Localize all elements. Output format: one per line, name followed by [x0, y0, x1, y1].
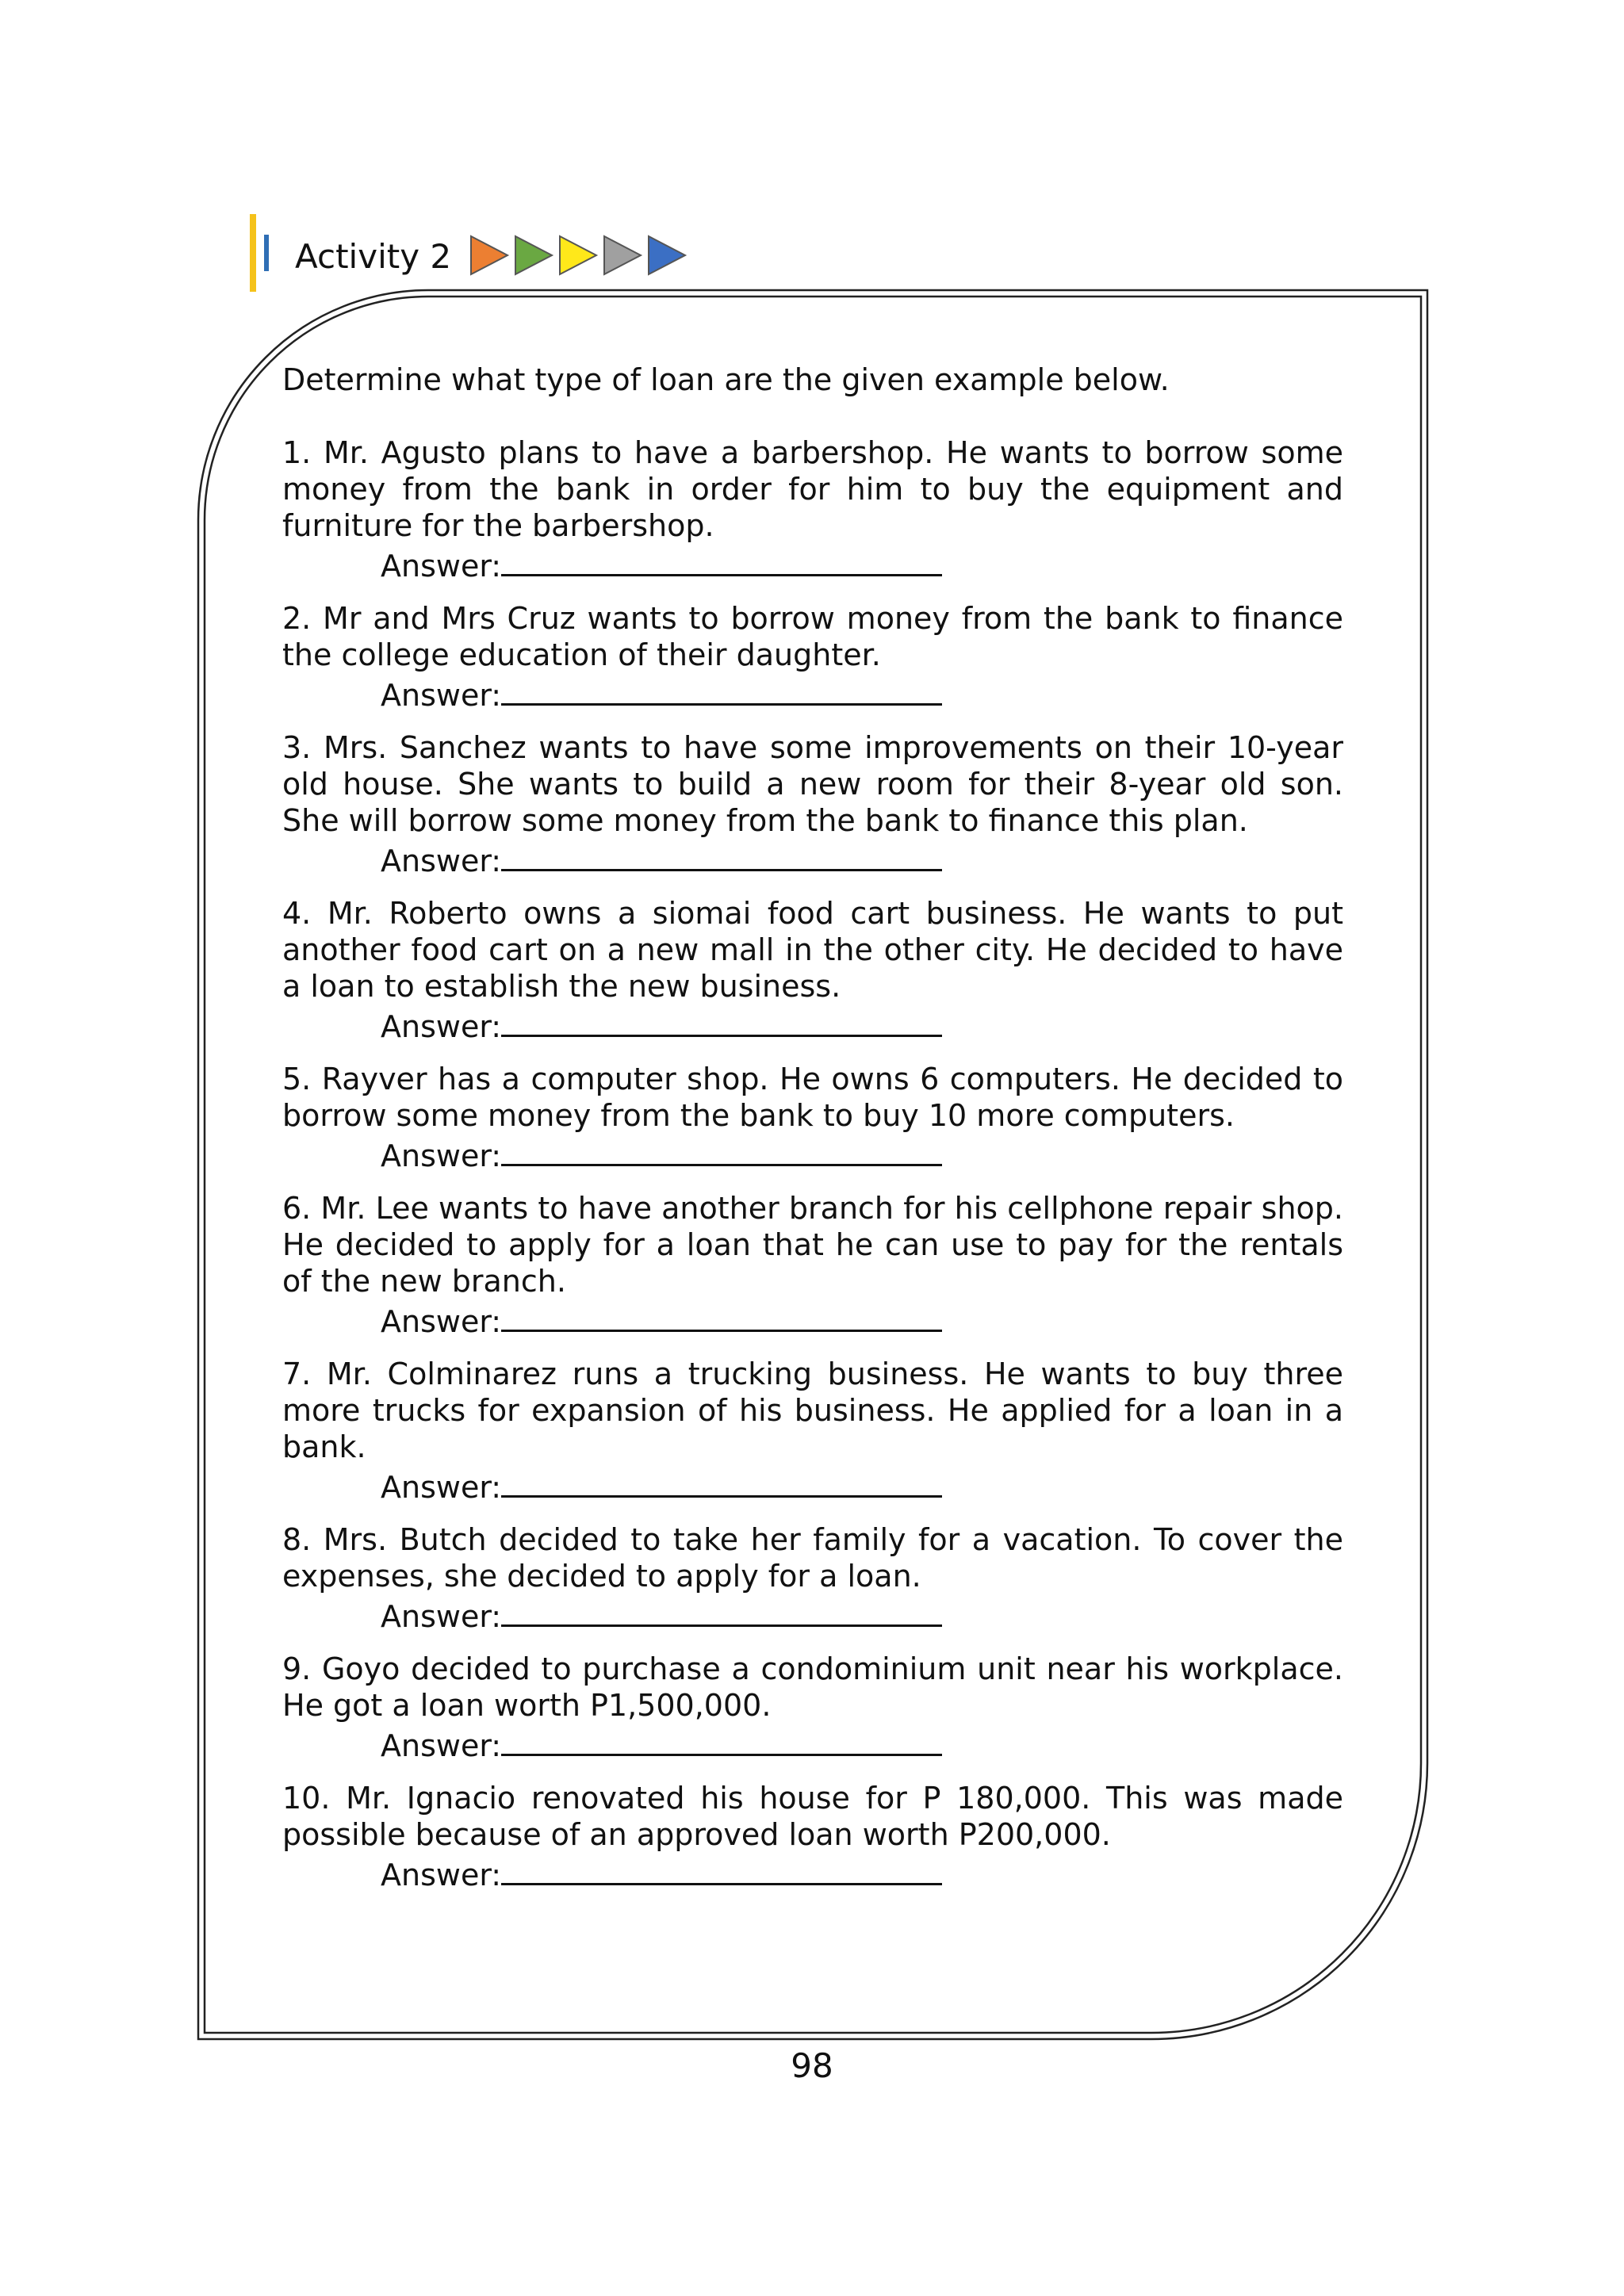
answer-blank[interactable] [501, 839, 942, 871]
answer-row [282, 839, 1343, 879]
arrow-icon [604, 236, 641, 274]
page-number: 98 [791, 2046, 833, 2085]
answer-row [282, 1594, 1343, 1635]
arrow-icon [649, 236, 685, 274]
question-text: 7. Mr. Colminarez runs a trucking business. He wants to buy three more trucks for expansion of his business. He applied for a loan in a bank. [282, 1357, 1343, 1464]
question-item [282, 434, 1343, 584]
question-item [282, 1651, 1343, 1764]
question-text: 1. Mr. Agusto plans to have a barbershop. He wants to borrow some money from the bank in order for him to buy the equipment and furniture for the barbershop. [282, 435, 1343, 543]
answer-row [282, 1004, 1343, 1045]
answer-blank[interactable] [501, 673, 942, 706]
question-item [282, 1521, 1343, 1635]
answer-row [282, 1134, 1343, 1174]
question-item [282, 895, 1343, 1045]
answer-blank[interactable] [501, 1853, 942, 1885]
answer-label: Answer: [381, 844, 502, 878]
answer-label: Answer: [381, 1599, 502, 1634]
answer-blank[interactable] [501, 1134, 942, 1166]
activity-content [282, 362, 1343, 1909]
instruction-text: Determine what type of loan are the given example below. [282, 362, 1170, 397]
answer-row [282, 1724, 1343, 1764]
answer-label: Answer: [381, 1728, 502, 1763]
answer-blank[interactable] [501, 1004, 942, 1037]
question-item [282, 1356, 1343, 1506]
arrow-icon [471, 236, 508, 274]
question-text: 3. Mrs. Sanchez wants to have some improvements on their 10-year old house. She wants to build a new room for their 8-year old son. She will borrow some money from the bank to finance this plan. [282, 730, 1343, 838]
answer-row [282, 1465, 1343, 1506]
answer-label: Answer: [381, 1470, 502, 1505]
question-item [282, 1190, 1343, 1340]
question-item [282, 600, 1343, 714]
question-text: 5. Rayver has a computer shop. He owns 6 computers. He decided to borrow some money from the bank to buy 10 more computers. [282, 1062, 1343, 1133]
answer-blank[interactable] [501, 544, 942, 576]
question-text: 10. Mr. Ignacio renovated his house for P 180,000. This was made possible because of an approved loan worth P200,000. [282, 1781, 1343, 1852]
arrow-icon [515, 236, 552, 274]
header-accent-bar-blue [264, 235, 269, 271]
answer-label: Answer: [381, 1304, 502, 1339]
question-list [282, 434, 1343, 1893]
question-text: 8. Mrs. Butch decided to take her family for a vacation. To cover the expenses, she decided to apply for a loan. [282, 1522, 1343, 1594]
question-text: 2. Mr and Mrs Cruz wants to borrow money from the bank to finance the college education of their daughter. [282, 601, 1343, 672]
answer-label: Answer: [381, 1138, 502, 1173]
question-text: 6. Mr. Lee wants to have another branch for his cellphone repair shop. He decided to apply for a loan that he can use to pay for the rentals of the new branch. [282, 1191, 1343, 1299]
question-item [282, 1061, 1343, 1174]
activity-title: Activity 2 [295, 237, 452, 276]
answer-row [282, 1299, 1343, 1340]
question-text: 4. Mr. Roberto owns a siomai food cart business. He wants to put another food cart on a new mall in the other city. He decided to have a loan to establish the new business. [282, 896, 1343, 1004]
answer-blank[interactable] [501, 1465, 942, 1498]
header-accent-bar [250, 214, 256, 292]
question-text: 9. Goyo decided to purchase a condominium unit near his workplace. He got a loan worth P1,500,000. [282, 1651, 1343, 1723]
answer-blank[interactable] [501, 1299, 942, 1332]
arrow-decoration [468, 232, 690, 279]
arrow-icon [560, 236, 596, 274]
answer-label: Answer: [381, 1009, 502, 1044]
answer-row [282, 544, 1343, 584]
answer-label: Answer: [381, 678, 502, 713]
answer-blank[interactable] [501, 1594, 942, 1627]
question-item [282, 1780, 1343, 1893]
answer-row [282, 1853, 1343, 1893]
question-item [282, 729, 1343, 879]
answer-label: Answer: [381, 549, 502, 584]
answer-row [282, 673, 1343, 714]
answer-blank[interactable] [501, 1724, 942, 1756]
answer-label: Answer: [381, 1858, 502, 1892]
